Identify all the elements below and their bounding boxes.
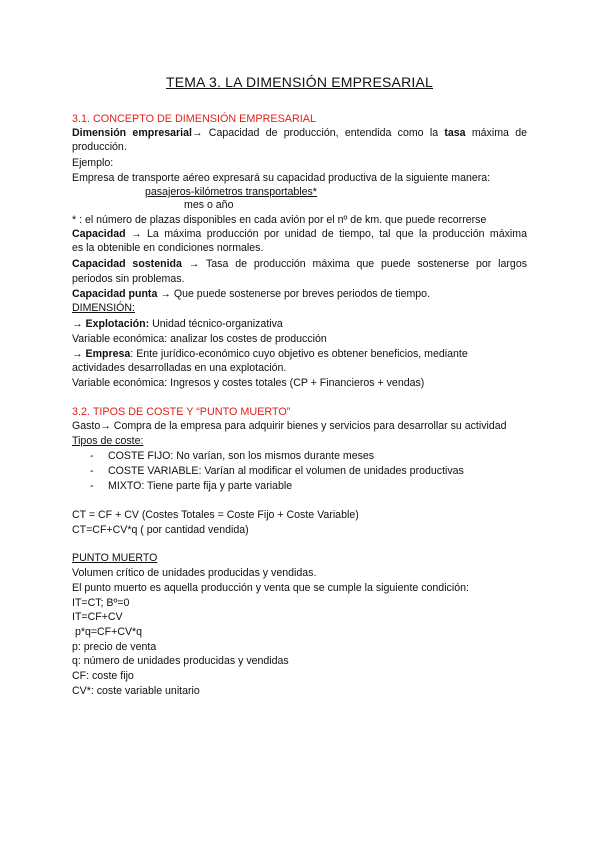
punto-muerto-label: PUNTO MUERTO <box>72 552 158 564</box>
text: → La máxima producción por unidad de tiempo, tal que la producción máxima <box>125 228 527 240</box>
term: Capacidad <box>72 228 126 240</box>
footnote: * : el número de plazas disponibles en cada avión por el nº de km. que puede recorrerse <box>72 214 487 226</box>
text-line: Empresa de transporte aéreo expresará su capacidad productiva de la siguiente manera: <box>72 172 491 184</box>
term: Capacidad sostenida <box>72 258 182 270</box>
definition: p: precio de venta <box>72 641 157 653</box>
fraction-denominator: mes o año <box>184 199 234 211</box>
arrow-icon: → <box>72 318 86 330</box>
text-line: Ejemplo: <box>72 157 114 169</box>
list-item: COSTE FIJO: No varían, son los mismos durante meses <box>108 450 375 462</box>
bullet-marker: - <box>90 480 94 492</box>
arrow-icon: → <box>72 348 86 360</box>
text-line: producción. <box>72 141 127 153</box>
section-heading-2: 3.2. TIPOS DE COSTE Y “PUNTO MUERTO” <box>72 406 291 418</box>
text-line: El punto muerto es aquella producción y venta que se cumple la siguiente condición: <box>72 582 469 594</box>
definition: CF: coste fijo <box>72 670 134 682</box>
text: Unidad técnico-organizativa <box>149 318 283 330</box>
list-item: COSTE VARIABLE: Varían al modificar el volumen de unidades productivas <box>108 465 464 477</box>
text-line: periodos sin problemas. <box>72 273 185 285</box>
term: Capacidad punta <box>72 288 158 300</box>
fraction-numerator: pasajeros-kilómetros transportables* <box>145 186 317 198</box>
definition: q: número de unidades producidas y vendidas <box>72 655 289 667</box>
term: Explotación: <box>85 318 150 330</box>
tipos-label: Tipos de coste: <box>72 435 144 447</box>
formula: CT=CF+CV*q ( por cantidad vendida) <box>72 524 249 536</box>
formula: IT=CF+CV <box>72 611 123 623</box>
text: → Capacidad de producción, entendida como la <box>191 127 445 139</box>
formula: IT=CT; Bº=0 <box>72 597 130 609</box>
term: tasa <box>444 127 466 139</box>
explotacion-definition <box>72 318 283 331</box>
dimension-definition <box>72 127 527 140</box>
term: Empresa <box>85 348 131 360</box>
capacidad-definition <box>72 228 527 241</box>
definition: CV*: coste variable unitario <box>72 685 200 697</box>
capacidad-punta-definition <box>72 288 430 301</box>
empresa-definition <box>72 348 468 361</box>
page-title: TEMA 3. LA DIMENSIÓN EMPRESARIAL <box>165 74 434 90</box>
text-line: es la obtenible en condiciones normales. <box>72 242 264 254</box>
text-line: Variable económica: Ingresos y costes totales (CP + Financieros + vendas) <box>72 377 425 389</box>
bullet-marker: - <box>90 450 94 462</box>
text: : Ente jurídico-económico cuyo objetivo es obtener beneficios, mediante <box>130 348 468 360</box>
text: → Que puede sostenerse por breves periodos de tiempo. <box>157 288 431 300</box>
term: Dimensión empresarial <box>72 127 192 139</box>
text-line: actividades desarrolladas en una explotación. <box>72 362 287 374</box>
text: máxima de <box>465 127 528 139</box>
text-line: Volumen crítico de unidades producidas y vendidas. <box>72 567 317 579</box>
formula: CT = CF + CV (Costes Totales = Coste Fijo + Coste Variable) <box>72 509 359 521</box>
section-heading-1: 3.1. CONCEPTO DE DIMENSIÓN EMPRESARIAL <box>72 113 316 125</box>
text: → Tasa de producción máxima que puede sostenerse por largos <box>181 258 528 270</box>
capacidad-sostenida-definition <box>72 258 527 271</box>
text-line: Gasto→ Compra de la empresa para adquirir bienes y servicios para desarrollar su actividad <box>72 420 507 432</box>
dimension-label: DIMENSIÓN: <box>72 302 135 314</box>
formula: p*q=CF+CV*q <box>72 626 143 638</box>
bullet-marker: - <box>90 465 94 477</box>
text-line: Variable económica: analizar los costes de producción <box>72 333 327 345</box>
list-item: MIXTO: Tiene parte fija y parte variable <box>108 480 293 492</box>
